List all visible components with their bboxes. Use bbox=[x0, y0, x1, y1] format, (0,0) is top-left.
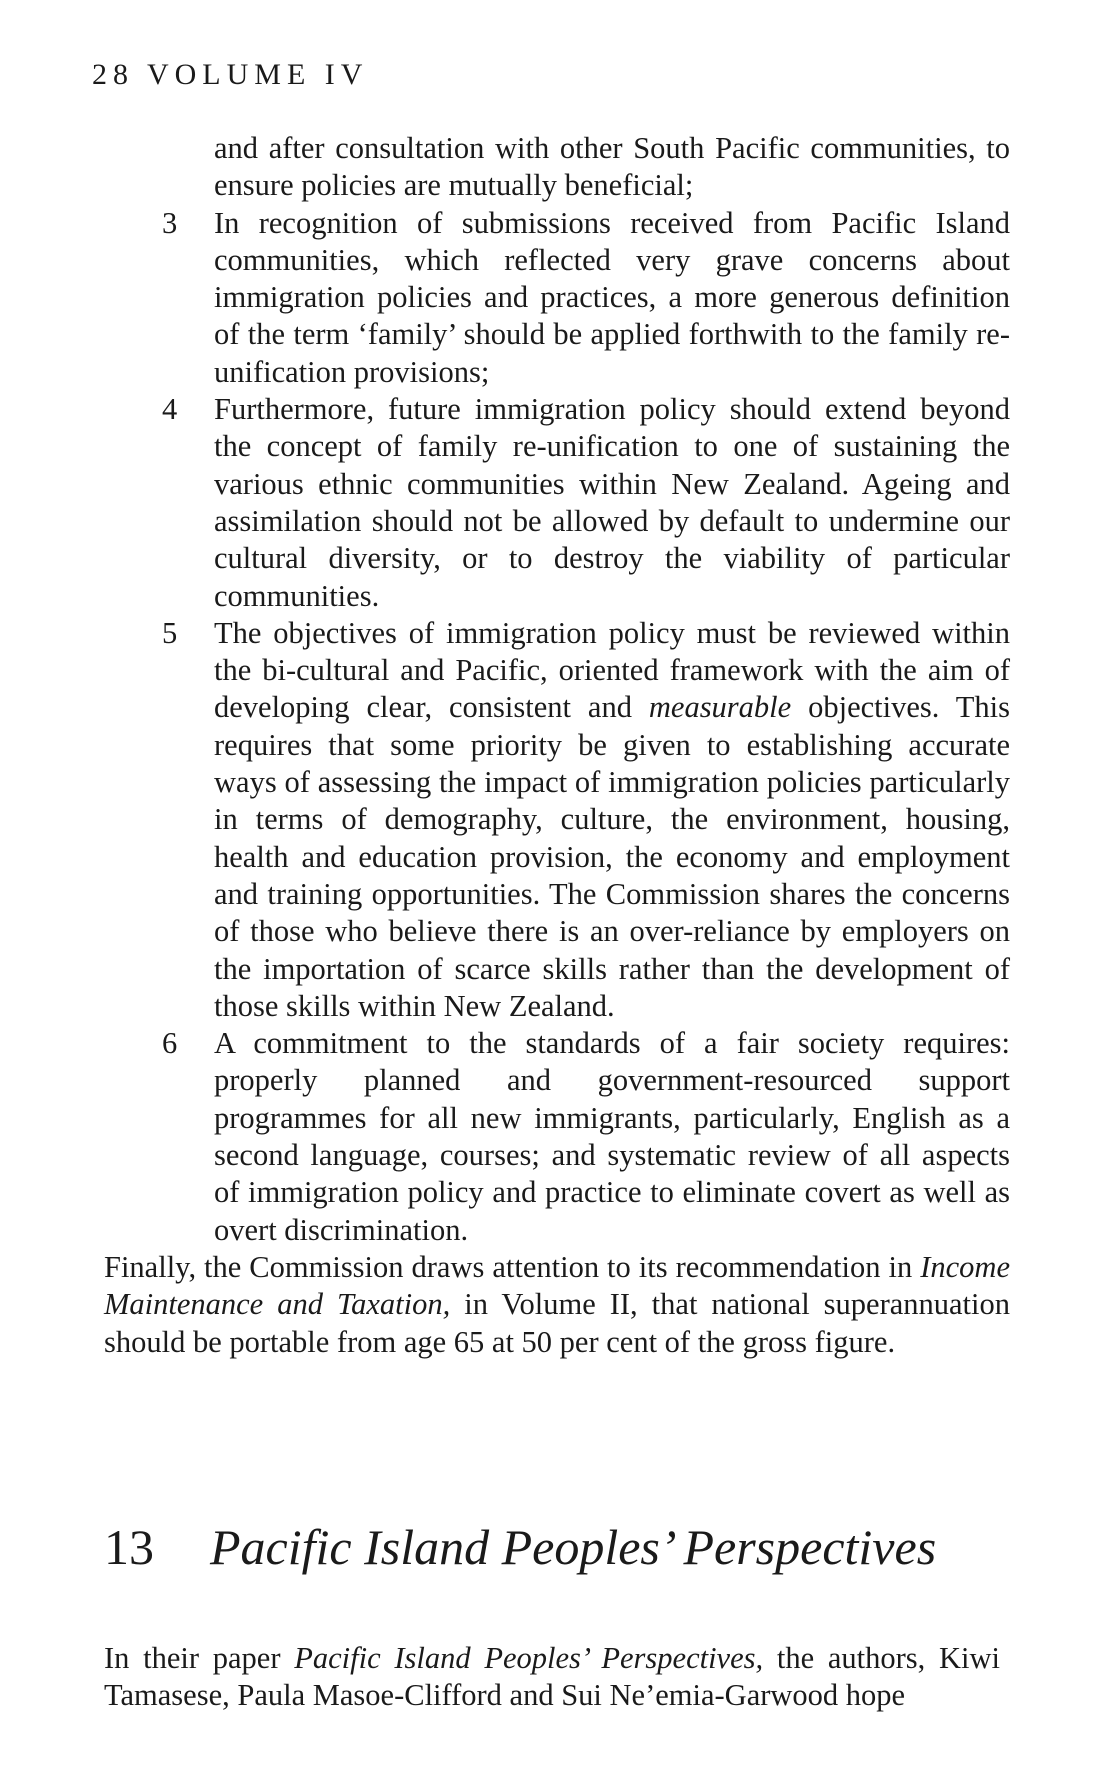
continued-paragraph: and after consultation with other South Pacific communities, to ensure policies are mutually beneficial; bbox=[214, 131, 1010, 203]
chapter-heading bbox=[104, 1520, 1024, 1575]
item-emphasis: measurable bbox=[648, 690, 792, 725]
recommendation-item-3 bbox=[104, 205, 1010, 391]
recommendation-item-6 bbox=[104, 1025, 1010, 1249]
recommendation-item-5 bbox=[104, 615, 1010, 1025]
chapter-intro bbox=[104, 1640, 1000, 1715]
item-text: In recognition of submissions received from Pacific Island communities, which reflected very grave concerns about immigration policies and practices, a more generous definition of the term ‘family’ should be applied forthwith to the family re-unification provisions; bbox=[214, 205, 1010, 389]
intro-text-before: In their paper bbox=[104, 1641, 295, 1675]
item-text-before: The objectives of immigration policy must be reviewed within the bi-cultural and Pacific, oriented framework with the aim of developing clear, consistent and bbox=[214, 615, 1010, 725]
item-text: A commitment to the standards of a fair society requires: properly planned and government-resourced support programmes for all new immigrants, particularly, English as a second language, courses; and systematic review of all aspects of immigration policy and practice to eliminate covert as well as overt discrimination. bbox=[214, 1026, 1010, 1247]
item-text-after: objectives. This requires that some priority be given to establishing accurate ways of assessing the impact of immigration policies particularly in terms of demography, culture, the environment, housing, health and education provision, the economy and employment and training opportunities. The Commission shares the concerns of those who believe there is an over-reliance by employers on the importation of scarce skills rather than the development of those skills within New Zealand. bbox=[214, 690, 1010, 1023]
item-number: 3 bbox=[162, 205, 178, 240]
item-number: 5 bbox=[162, 615, 178, 650]
chapter-title: Pacific Island Peoples’ Perspectives bbox=[210, 1519, 937, 1575]
running-head bbox=[92, 60, 368, 90]
intro-cited-title: Pacific Island Peoples’ Perspectives, bbox=[294, 1641, 764, 1675]
item-text: Furthermore, future immigration policy should extend beyond the concept of family re-unification to one of sustaining the various ethnic communities within New Zealand. Ageing and assimilation should not be allowed by default to undermine our cultural diversity, or to destroy the viability of particular communities. bbox=[214, 392, 1010, 613]
closing-text-after: in Volume II, that national superannuation should be portable from age 65 at 50 per cent of the gross figure. bbox=[104, 1287, 1010, 1359]
intro-paragraph bbox=[104, 1640, 1000, 1715]
closing-cited-title: Income Maintenance and Taxation, bbox=[104, 1249, 1010, 1322]
page-number: 28 bbox=[92, 58, 134, 91]
volume-label: VOLUME IV bbox=[146, 58, 369, 91]
closing-paragraph bbox=[104, 1249, 1010, 1361]
item-number: 6 bbox=[162, 1026, 178, 1061]
recommendation-item-4 bbox=[104, 391, 1010, 615]
chapter-number: 13 bbox=[104, 1519, 154, 1575]
item-number: 4 bbox=[162, 392, 178, 427]
closing-text-before: Finally, the Commission draws attention to its recommendation in bbox=[104, 1249, 921, 1284]
intro-text-after: the authors, Kiwi Tamasese, Paula Masoe-Clifford and Sui Ne’emia-Garwood hope bbox=[104, 1641, 1001, 1713]
body-text bbox=[104, 130, 1010, 1361]
